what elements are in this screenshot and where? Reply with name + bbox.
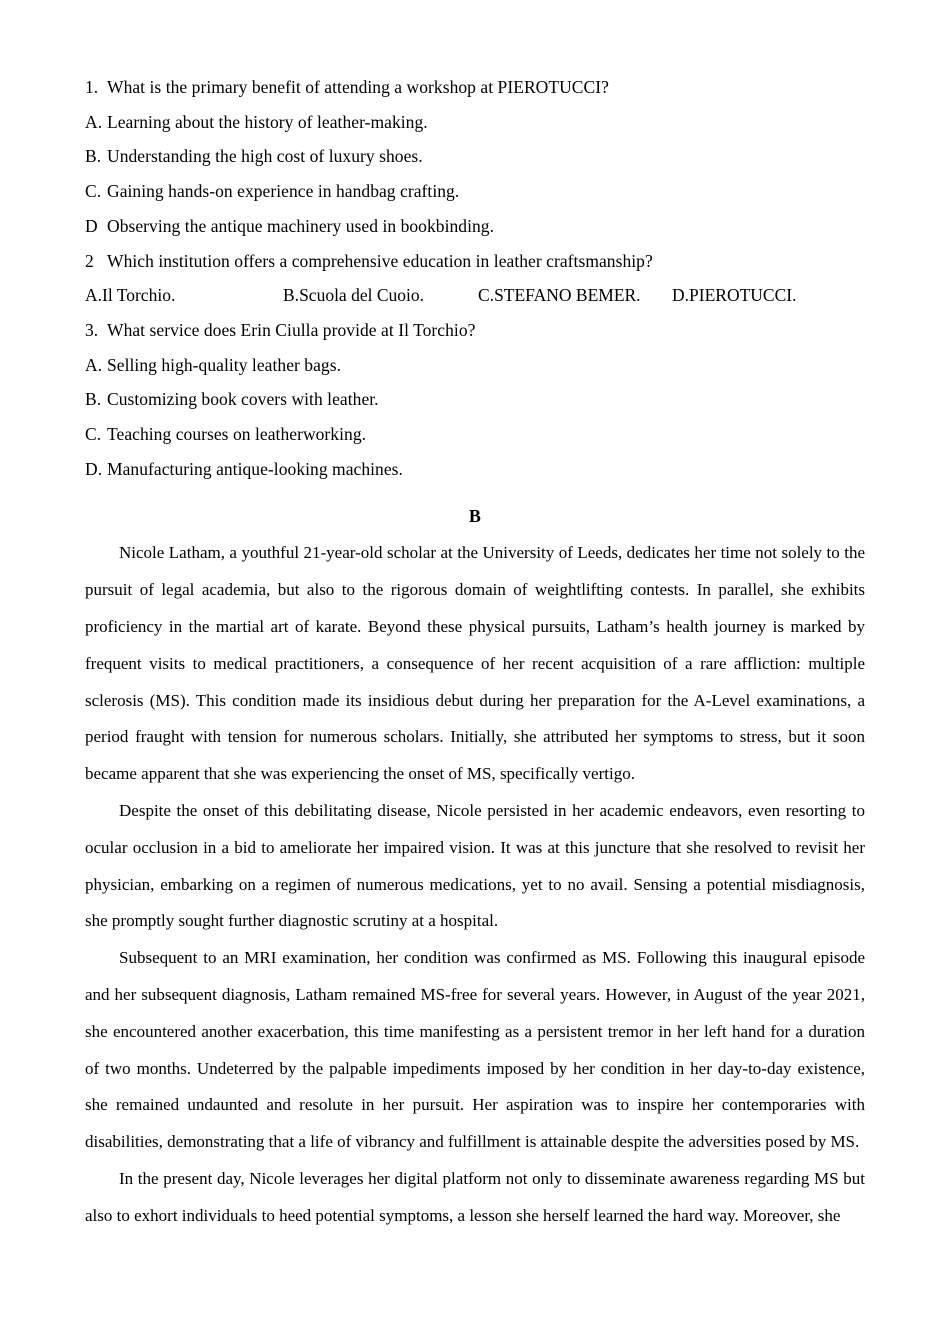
option-marker: A. [85,354,103,375]
page-content [85,70,865,1235]
question-block-1 [85,70,865,244]
option-text: Understanding the high cost of luxury shoes. [107,146,423,167]
question-1-text: What is the primary benefit of attending a workshop at PIEROTUCCI? [107,77,609,97]
question-block-3 [85,313,865,487]
question-3-stem [85,313,865,348]
option-text: Il Torchio. [102,285,176,306]
option-marker: B. [283,285,300,306]
option-marker: C. [85,424,102,445]
question-block-2 [85,244,865,313]
question-2-option-d[interactable] [672,278,796,313]
option-marker: D. [672,285,690,306]
question-2-option-a[interactable] [85,278,175,313]
passage-paragraph-1: Nicole Latham, a youthful 21-year-old scholar at the University of Leeds, dedicates her time not solely to the pursuit of legal academia, but also to the rigorous domain of weightlifting contests. In parallel, she exhibits proficiency in the martial art of karate. Beyond these physical pursuits, Latham’s health journey is marked by frequent visits to medical practitioners, a consequence of her recent acquisition of a rare affliction: multiple sclerosis (MS). This condition made its insidious debut during her preparation for the A-Level examinations, a period fraught with tension for numerous scholars. Initially, she attributed her symptoms to stress, but it soon became apparent that she was experiencing the onset of MS, specifically vertigo. [85,543,865,784]
passage-paragraph-2: Despite the onset of this debilitating disease, Nicole persisted in her academic endeavors, even resorting to ocular occlusion in a bid to ameliorate her impaired vision. It was at this juncture that she resolved to revisit her physician, embarking on a regimen of numerous medications, yet to no avail. Sensing a potential misdiagnosis, she promptly sought further diagnostic scrutiny at a hospital. [85,801,865,931]
option-text: PIEROTUCCI. [689,285,797,306]
question-3-option-a[interactable] [85,348,865,383]
option-text: STEFANO BEMER. [494,285,641,306]
section-label-b: B [468,506,482,527]
option-marker: B. [85,146,102,167]
option-marker: A. [85,111,103,132]
passage-paragraph-4: In the present day, Nicole leverages her digital platform not only to disseminate awareness regarding MS but also to exhort individuals to heed potential symptoms, a lesson she herself learned the hard way. Moreover, she [85,1168,865,1225]
option-marker: C. [478,285,495,306]
question-3-option-b[interactable] [85,382,865,417]
option-text: Observing the antique machinery used in bookbinding. [107,215,495,236]
option-marker: D. [85,458,103,479]
option-text: Learning about the history of leather-making. [107,111,428,132]
question-1-option-d[interactable] [85,209,865,244]
question-2-option-c[interactable] [478,278,641,313]
option-text: Gaining hands-on experience in handbag crafting. [107,181,460,202]
question-2-options-row [85,278,865,313]
question-3-text: What service does Erin Ciulla provide at Il Torchio? [107,319,476,340]
option-marker: B. [85,389,102,410]
question-3-option-c[interactable] [85,417,865,452]
option-text: Selling high-quality leather bags. [107,354,342,375]
question-3-number: 3. [85,319,99,340]
option-text: Manufacturing antique-looking machines. [107,458,403,479]
option-marker: A. [85,285,103,306]
question-1-option-b[interactable] [85,139,865,174]
passage-paragraph-3: Subsequent to an MRI examination, her condition was confirmed as MS. Following this inaugural episode and her subsequent diagnosis, Latham remained MS-free for several years. However, in August of the year 2021, she encountered another exacerbation, this time manifesting as a persistent tremor in her left hand for a duration of two months. Undeterred by the palpable impediments imposed by her condition in her day-to-day existence, she remained undaunted and resolute in her pursuit. Her aspiration was to inspire her contemporaries with disabilities, demonstrating that a life of vibrancy and fulfillment is attainable despite the adversities posed by MS. [85,948,865,1152]
question-2-number: 2 [85,250,94,271]
question-2-option-b[interactable] [283,278,424,313]
question-1-option-a[interactable] [85,105,865,140]
question-1-stem [85,70,865,105]
option-text: Customizing book covers with leather. [107,389,379,410]
option-text: Teaching courses on leatherworking. [107,424,367,445]
question-2-stem [85,244,865,279]
option-text: Scuola del Cuoio. [299,285,424,306]
question-1-number: 1. [85,77,99,97]
option-marker: D [85,215,98,236]
passage-body [85,535,865,1234]
question-2-text: Which institution offers a comprehensive education in leather craftsmanship? [107,250,653,271]
question-1-option-c[interactable] [85,174,865,209]
question-3-option-d[interactable] [85,452,865,487]
option-marker: C. [85,181,102,202]
